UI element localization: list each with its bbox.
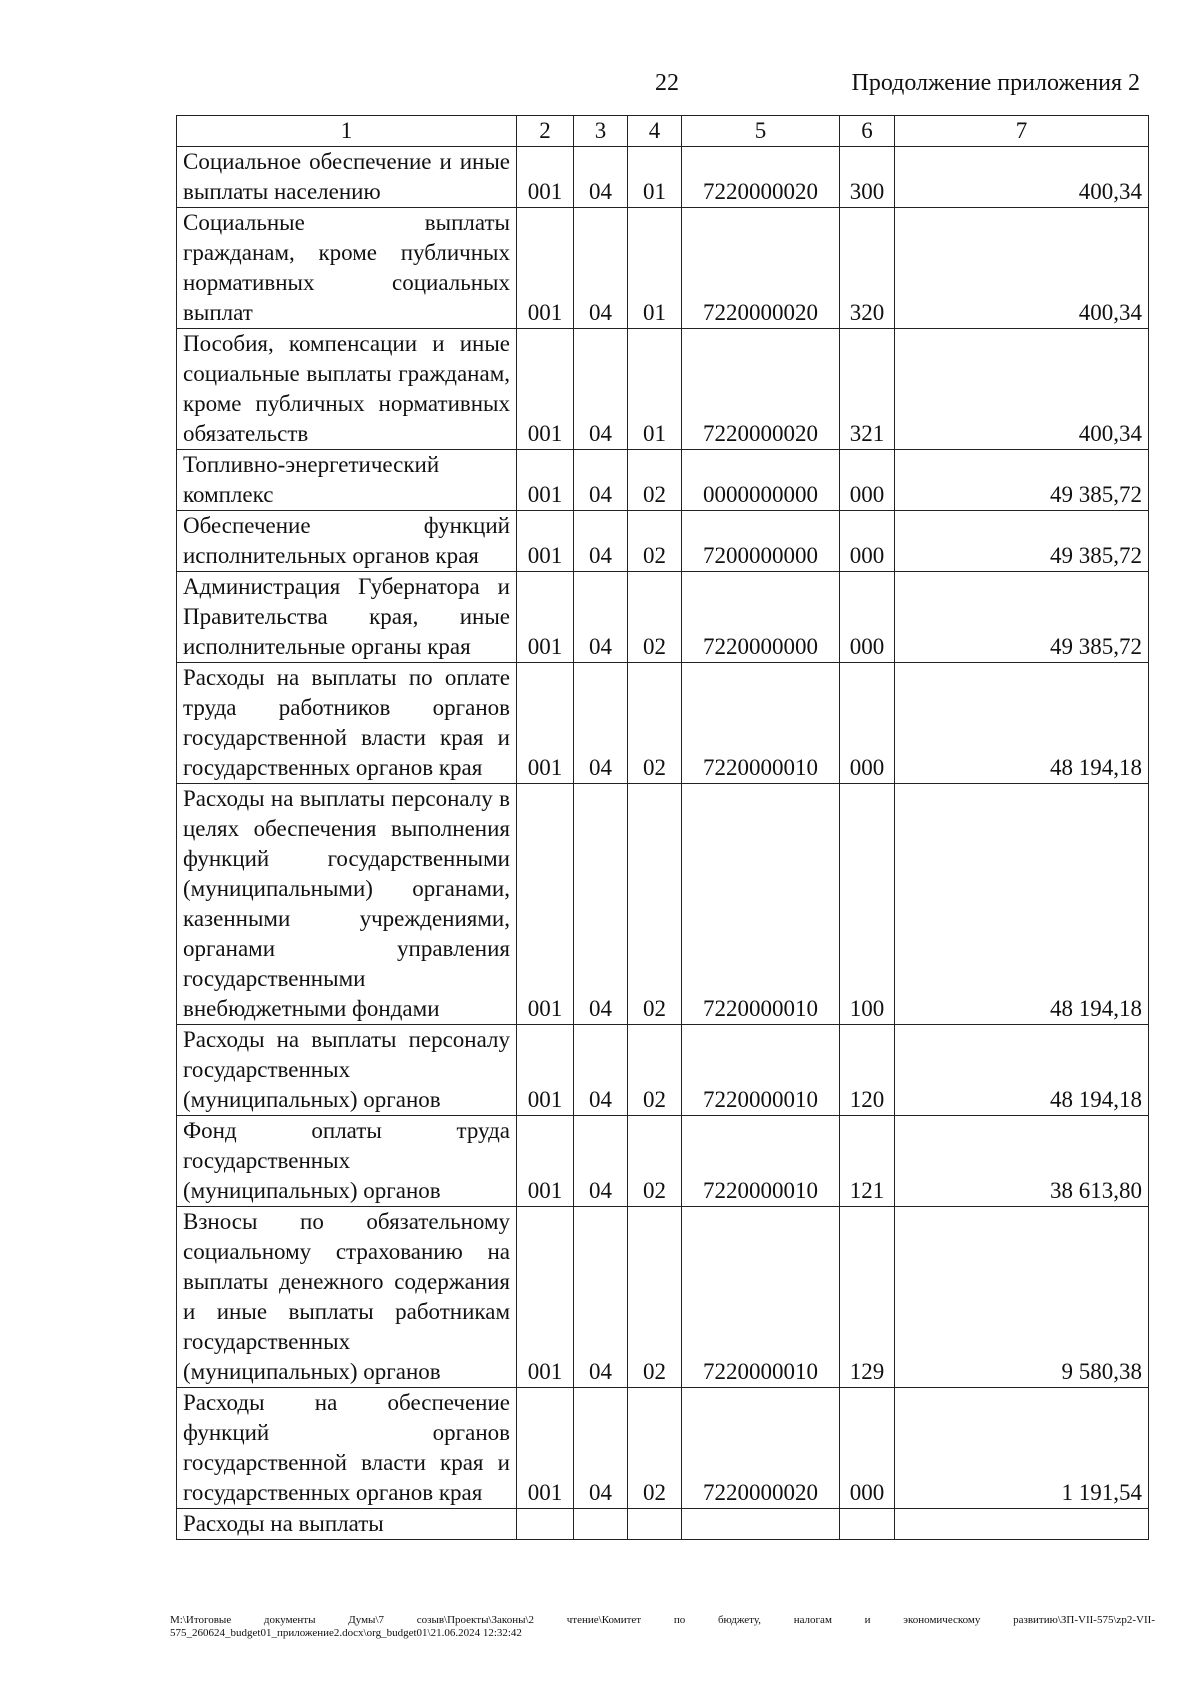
row-code-2: 001 bbox=[517, 511, 574, 572]
row-code-5: 7220000010 bbox=[682, 1207, 840, 1388]
row-name: Пособия, компенсации и иные социальные выплаты гражданам, кроме публичных нормативных обязательств bbox=[177, 329, 517, 450]
budget-table bbox=[176, 115, 1149, 1540]
row-name: Социальное обеспечение и иные выплаты населению bbox=[177, 147, 517, 208]
row-code-2: 001 bbox=[517, 208, 574, 329]
row-code-4: 02 bbox=[628, 784, 682, 1025]
row-name: Расходы на выплаты персоналу государственных (муниципальных) органов bbox=[177, 1025, 517, 1116]
row-code-3: 04 bbox=[574, 208, 628, 329]
row-amount: 400,34 bbox=[895, 147, 1149, 208]
row-code-5: 7220000010 bbox=[682, 663, 840, 784]
row-name: Расходы на выплаты bbox=[177, 1509, 517, 1540]
row-code-4 bbox=[628, 1509, 682, 1540]
row-code-3 bbox=[574, 1509, 628, 1540]
row-code-3: 04 bbox=[574, 329, 628, 450]
row-code-5: 7220000020 bbox=[682, 329, 840, 450]
row-amount: 49 385,72 bbox=[895, 572, 1149, 663]
row-code-4: 02 bbox=[628, 450, 682, 511]
column-header: 2 bbox=[517, 116, 574, 147]
row-name: Расходы на обеспечение функций органов государственной власти края и государственных органов края bbox=[177, 1388, 517, 1509]
table-row bbox=[177, 1207, 1149, 1388]
row-code-2: 001 bbox=[517, 450, 574, 511]
row-code-6: 320 bbox=[840, 208, 895, 329]
row-code-5: 7200000000 bbox=[682, 511, 840, 572]
row-code-6: 000 bbox=[840, 572, 895, 663]
row-code-3: 04 bbox=[574, 1388, 628, 1509]
column-header: 7 bbox=[895, 116, 1149, 147]
row-code-6: 000 bbox=[840, 511, 895, 572]
row-code-4: 02 bbox=[628, 1388, 682, 1509]
row-code-3: 04 bbox=[574, 511, 628, 572]
table-row bbox=[177, 147, 1149, 208]
page-number: 22 bbox=[655, 70, 679, 96]
table-row bbox=[177, 663, 1149, 784]
row-code-5: 7220000010 bbox=[682, 1025, 840, 1116]
row-name: Социальные выплаты гражданам, кроме публичных нормативных социальных выплат bbox=[177, 208, 517, 329]
row-code-2: 001 bbox=[517, 572, 574, 663]
row-code-4: 02 bbox=[628, 663, 682, 784]
row-name: Фонд оплаты труда государственных (муниципальных) органов bbox=[177, 1116, 517, 1207]
row-code-2: 001 bbox=[517, 1388, 574, 1509]
row-amount: 1 191,54 bbox=[895, 1388, 1149, 1509]
row-amount: 49 385,72 bbox=[895, 450, 1149, 511]
table-row bbox=[177, 572, 1149, 663]
row-amount: 48 194,18 bbox=[895, 1025, 1149, 1116]
row-code-5: 7220000010 bbox=[682, 784, 840, 1025]
table-row bbox=[177, 208, 1149, 329]
row-amount: 49 385,72 bbox=[895, 511, 1149, 572]
row-code-4: 02 bbox=[628, 1116, 682, 1207]
row-code-6: 300 bbox=[840, 147, 895, 208]
table-header-row bbox=[177, 116, 1149, 147]
row-code-2: 001 bbox=[517, 1207, 574, 1388]
row-code-4: 02 bbox=[628, 1207, 682, 1388]
row-code-6: 129 bbox=[840, 1207, 895, 1388]
row-code-5: 7220000020 bbox=[682, 208, 840, 329]
row-code-5: 0000000000 bbox=[682, 450, 840, 511]
row-code-3: 04 bbox=[574, 1025, 628, 1116]
row-code-2: 001 bbox=[517, 663, 574, 784]
row-code-5: 7220000010 bbox=[682, 1116, 840, 1207]
row-amount: 38 613,80 bbox=[895, 1116, 1149, 1207]
table-row bbox=[177, 1509, 1149, 1540]
row-code-4: 01 bbox=[628, 329, 682, 450]
row-code-6: 000 bbox=[840, 450, 895, 511]
row-code-4: 02 bbox=[628, 572, 682, 663]
row-code-3: 04 bbox=[574, 784, 628, 1025]
column-header: 3 bbox=[574, 116, 628, 147]
row-name: Обеспечение функций исполнительных органов края bbox=[177, 511, 517, 572]
column-header: 5 bbox=[682, 116, 840, 147]
row-amount: 400,34 bbox=[895, 329, 1149, 450]
table-row bbox=[177, 329, 1149, 450]
row-code-2: 001 bbox=[517, 329, 574, 450]
row-code-3: 04 bbox=[574, 147, 628, 208]
row-name: Топливно-энергетический комплекс bbox=[177, 450, 517, 511]
row-code-2: 001 bbox=[517, 1025, 574, 1116]
row-code-4: 02 bbox=[628, 1025, 682, 1116]
table-row bbox=[177, 1388, 1149, 1509]
table-row bbox=[177, 511, 1149, 572]
column-header: 4 bbox=[628, 116, 682, 147]
row-code-6: 121 bbox=[840, 1116, 895, 1207]
row-code-3: 04 bbox=[574, 1207, 628, 1388]
row-code-5: 7220000020 bbox=[682, 1388, 840, 1509]
row-code-2: 001 bbox=[517, 784, 574, 1025]
row-code-6: 321 bbox=[840, 329, 895, 450]
row-code-6: 000 bbox=[840, 1388, 895, 1509]
row-code-3: 04 bbox=[574, 572, 628, 663]
row-name: Расходы на выплаты по оплате труда работников органов государственной власти края и государственных органов края bbox=[177, 663, 517, 784]
row-code-6: 100 bbox=[840, 784, 895, 1025]
table-row bbox=[177, 450, 1149, 511]
row-name: Администрация Губернатора и Правительства края, иные исполнительные органы края bbox=[177, 572, 517, 663]
row-code-6: 000 bbox=[840, 663, 895, 784]
row-code-6 bbox=[840, 1509, 895, 1540]
row-code-6: 120 bbox=[840, 1025, 895, 1116]
row-code-3: 04 bbox=[574, 450, 628, 511]
row-code-3: 04 bbox=[574, 663, 628, 784]
row-code-5: 7220000020 bbox=[682, 147, 840, 208]
continuation-label: Продолжение приложения 2 bbox=[851, 70, 1140, 96]
table-row bbox=[177, 1116, 1149, 1207]
row-amount: 400,34 bbox=[895, 208, 1149, 329]
row-amount bbox=[895, 1509, 1149, 1540]
row-code-2: 001 bbox=[517, 1116, 574, 1207]
row-code-5: 7220000000 bbox=[682, 572, 840, 663]
table-row bbox=[177, 1025, 1149, 1116]
row-code-4: 01 bbox=[628, 147, 682, 208]
table-row bbox=[177, 784, 1149, 1025]
row-code-4: 02 bbox=[628, 511, 682, 572]
column-header: 1 bbox=[177, 116, 517, 147]
footer-file-path: M:\Итоговые документы Думы\7 созыв\Проекты\Законы\2 чтение\Комитет по бюджету, налогам и экономическому развитию\ЗП-VII-575\zp2-VII-575_260624_budget01_приложение2.docx\org_budget01\21.06.2024 12:32:42 bbox=[170, 1614, 1155, 1639]
column-header: 6 bbox=[840, 116, 895, 147]
row-amount: 9 580,38 bbox=[895, 1207, 1149, 1388]
row-amount: 48 194,18 bbox=[895, 663, 1149, 784]
row-code-3: 04 bbox=[574, 1116, 628, 1207]
row-code-4: 01 bbox=[628, 208, 682, 329]
row-amount: 48 194,18 bbox=[895, 784, 1149, 1025]
row-code-2 bbox=[517, 1509, 574, 1540]
row-code-5 bbox=[682, 1509, 840, 1540]
row-code-2: 001 bbox=[517, 147, 574, 208]
row-name: Расходы на выплаты персоналу в целях обеспечения выполнения функций государственными (муниципальными) органами, казенными учреждениями, органами управления государственными внебюджетными фондами bbox=[177, 784, 517, 1025]
row-name: Взносы по обязательному социальному страхованию на выплаты денежного содержания и иные выплаты работникам государственных (муниципальных) органов bbox=[177, 1207, 517, 1388]
